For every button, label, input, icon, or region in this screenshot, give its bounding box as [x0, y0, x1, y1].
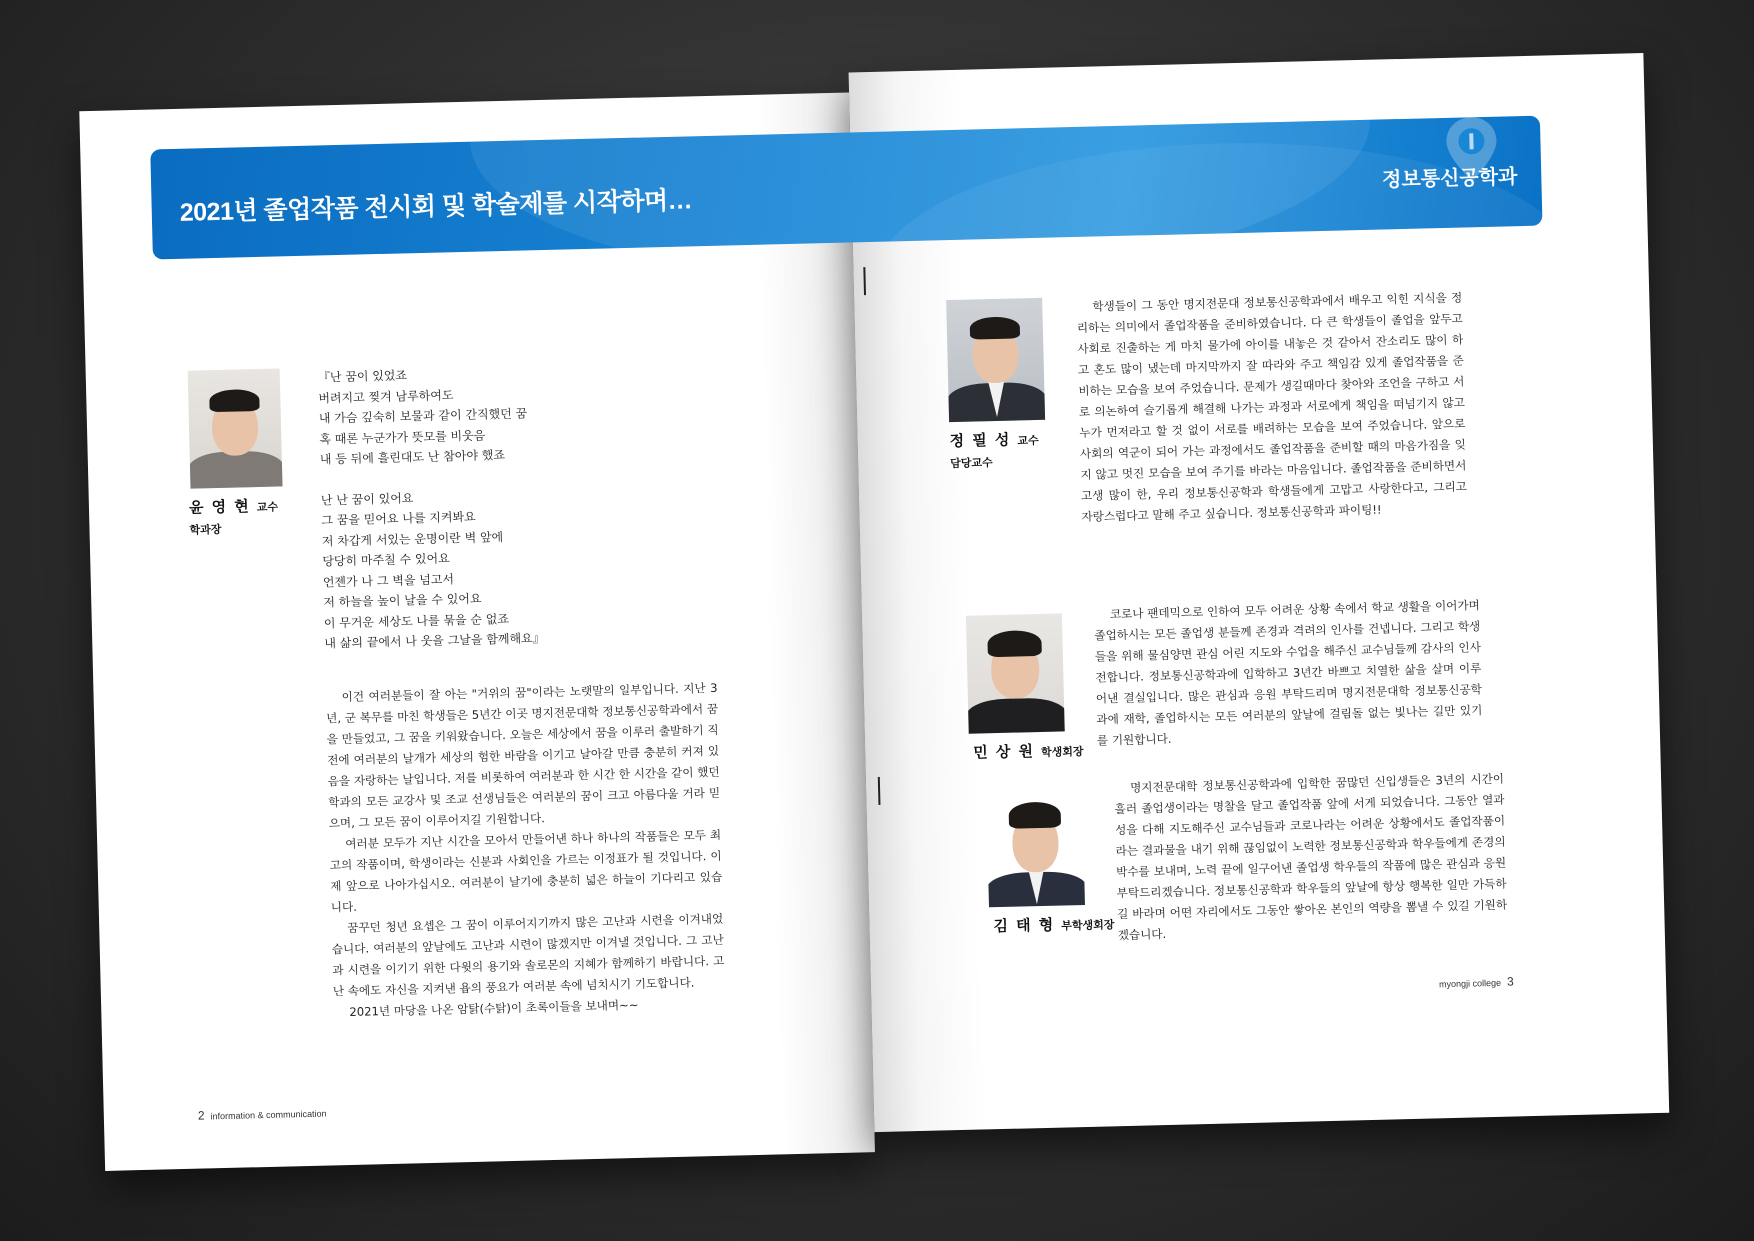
person-role: 학생회장 [1040, 745, 1084, 759]
poem-line: 당당히 마주칠 수 있어요 [322, 551, 450, 569]
page-title: 2021년 졸업작품 전시회 및 학술제를 시작하며… [179, 186, 693, 227]
person-title: 교수 [1017, 434, 1039, 448]
folio-label: myongji college [1438, 977, 1502, 990]
paragraph: 여러분 모두가 지난 시간을 모아서 만들어낸 하나 하나의 작품들은 모두 최고의 작품이며, 학생이라는 신분과 사회인을 가르는 이정표가 될 것입니다. 이제 앞으로 나아가십시오. 여러분이 날기에 충분히 넓은 하늘이 기다리고 있습니다. [329, 827, 723, 915]
magazine-spread [78, 33, 1670, 1211]
poem-line: 『난 꿈이 있었죠 [317, 368, 408, 385]
caption-min [973, 739, 1084, 763]
portrait-min [966, 613, 1065, 733]
paragraph: 이건 여러분들이 잘 아는 "거위의 꿈"이라는 노랫말의 일부입니다. 지난 3년, 군 복무를 마친 학생들은 5년간 이곳 명지전문대학 정보통신공학과에서 꿈을 만들었고, 그 꿈을 키워왔습니다. 오늘은 세상에서 꿈을 이루러 출발하기 직전에 여러분의 날개가 세상의 험한 바람을 이기고 날아갈 만큼 충분히 커져 있음을 자랑하는 날입니다. 저를 비롯하여 여러분과 한 시간 한 시간을 같이 했던 학과의 모든 교강사 및 조교 선생님들은 여러분의 꿈이 크고 아름다울 거라 믿으며, 그 모든 꿈이 이루어지길 기원합니다. [326, 680, 721, 831]
person-title: 교수 [256, 501, 279, 515]
text-kim: 명지전문대학 정보통신공학과에 입학한 꿈많던 신입생들은 3년의 시간이 흘러 졸업생이라는 명찰을 달고 졸업작품 앞에 서게 되었습니다. 그동안 열과 성을 다해 지도해주신 교수님들과 코로나라는 어려운 상황에서도 졸업작품이라는 결과물을 내기 위해 끊임없이 노력한 정보통신공학과 학우들에게 존경의 박수를 보내며, 노력 끝에 일구어낸 졸업생 학우들의 작품에 많은 관심과 응원 부탁드리겠습니다. 정보통신공학과 학우들의 앞날에 항상 행복한 일만 가득하길 바라며 어떤 자리에서도 그동안 쌓아온 본인의 역량을 뽐낼 수 있길 기원하겠습니다. [1114, 771, 1508, 943]
caption-jung [949, 428, 1039, 471]
left-folio [192, 1106, 327, 1123]
poem-line: 내 가슴 깊숙히 보물과 같이 간직했던 꿈 [318, 406, 528, 426]
paragraph: 꿈꾸던 청년 요셉은 그 꿈이 이루어지기까지 많은 고난과 시련을 이겨내었습니다. 여러분의 앞날에도 고난과 시련이 많겠지만 이겨낼 것입니다. 그 고난과 시련을 이기기 위한 다윗의 용기와 솔로몬의 지혜가 함께하기 바랍니다. 고난 속에도 자신을 지켜낸 욥의 풍요가 여러분 속에 넘치시기 기도합니다. [331, 911, 725, 999]
binding-mark [878, 777, 881, 805]
poem-line: 혹 때론 누군가가 뜻모를 비웃음 [319, 427, 486, 447]
poem [318, 362, 545, 654]
folio-label: information & communication [210, 1108, 327, 1122]
person-name: 정 필 성 [949, 431, 1012, 451]
text-min: 코로나 팬데믹으로 인하여 모두 어려운 상황 속에서 학교 생활을 이어가며 졸업하시는 모든 졸업생 분들께 존경과 격려의 인사를 건넵니다. 그리고 학생들을 위해 물심양면 관심 어린 지도와 수업을 해주신 교수님들께 감사의 인사 전합니다. 정보통신공학과에 입학하고 3년간 바쁘고 치열한 삶을 살며 이루어낸 결실입니다. 많은 관심과 응원 부탁드리며 명지전문대학 정보통신공학과에 재학, 졸업하시는 모든 여러분의 앞날에 걸림돌 없는 빛나는 길만 있기를 기원합니다. [1094, 598, 1483, 748]
department-label: 정보통신공학과 [1381, 166, 1518, 192]
left-body-text [325, 678, 725, 1023]
poem-line: 난 난 꿈이 있어요 [320, 490, 414, 507]
poem-line: 버려지고 찢겨 남루하여도 [318, 387, 454, 406]
caption-kim [993, 912, 1114, 936]
text-jung: 학생들이 그 동안 명지전문대 정보통신공학과에서 배우고 익힌 지식을 정리하는 의미에서 졸업작품을 준비하였습니다. 다 큰 학생들이 졸업을 앞두고 사회로 진출하는 게 마치 물가에 아이를 내놓은 것 같아서 잔소리도 많이 하고 혼도 많이 냈는데 마지막까지 잘 따라와 주고 책임감 있게 졸업작품을 준비하는 모습을 보여 주었습니다. 문제가 생길때마다 찾아와 조언을 구하고 서로 의논하여 슬기롭게 해결해 나가는 과정과 서로에게 책임을 떠넘기지 않고 누가 먼저라고 할 것 없이 서로를 배려하는 모습을 보여 주었습니다. 앞으로 사회의 역군이 되어 가는 과정에서도 졸업작품을 준비할 때의 마음가짐을 잊지 않고 멋진 모습을 보여 주기를 바라는 마음입니다. 졸업작품을 준비하면서 고생 많이 한, 우리 정보통신공학과 학생들에게 고맙고 사랑한다고, 그리고 자랑스럽다고 말해 주고 싶습니다. 정보통신공학과 파이팅!! [1076, 290, 1468, 524]
paragraph: 2021년 마당을 나온 암탉(수탉)이 초록이들을 보내며~~ [349, 997, 639, 1019]
person-role: 부학생회장 [1061, 919, 1115, 933]
person-name: 윤 영 현 [188, 498, 252, 517]
poem-line: 이 무거운 세상도 나를 묶을 순 없죠 [323, 611, 510, 630]
person-name: 김 태 형 [993, 916, 1056, 936]
poem-line: 언젠가 나 그 벽을 넘고서 [322, 571, 455, 589]
right-folio [1439, 974, 1520, 990]
page-number: 3 [1506, 974, 1514, 989]
portrait-yoon [188, 368, 283, 488]
binding-mark [863, 267, 866, 295]
poem-line: 그 꿈을 믿어요 나를 지켜봐요 [321, 509, 476, 528]
poem-line: 저 차갑게 서있는 운명이란 벽 앞에 [321, 529, 504, 548]
poem-line: 저 하늘을 높이 날을 수 있어요 [323, 591, 482, 610]
caption-yoon [189, 495, 279, 538]
page-number: 2 [197, 1108, 205, 1123]
poem-line: 내 등 뒤에 흘린대도 난 참아야 했죠 [319, 447, 506, 467]
poem-line: 내 삶의 끝에서 나 웃을 그날을 함께해요』 [324, 631, 545, 651]
portrait-jung [946, 298, 1045, 422]
person-name: 민 상 원 [973, 743, 1036, 762]
portrait-kim [986, 787, 1085, 907]
person-role: 학과장 [189, 523, 222, 537]
person-role: 담당교수 [950, 457, 993, 471]
